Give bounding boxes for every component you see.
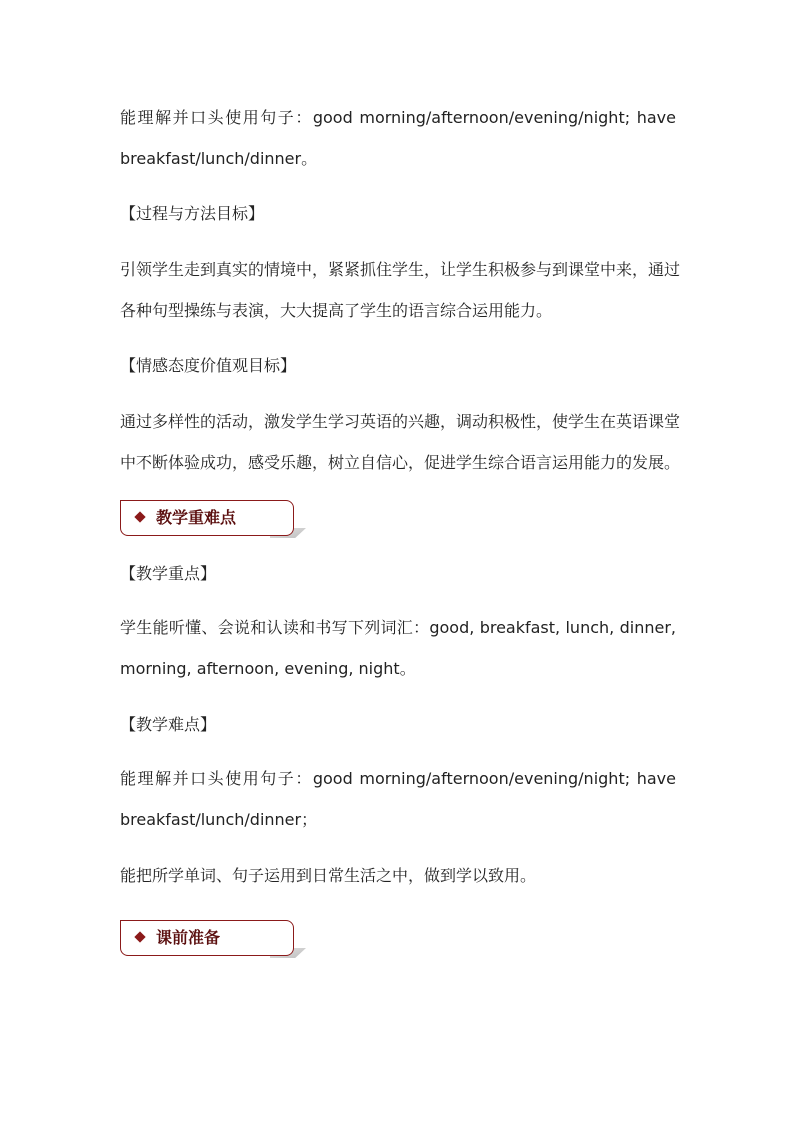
section-title: 课前准备 xyxy=(156,928,221,947)
paragraph-line: breakfast/lunch/dinner； xyxy=(120,810,318,829)
paragraph-line: 能理解并口头使用句子：good morning/afternoon/evening/night; have xyxy=(120,108,676,127)
paragraph-key-vocabulary xyxy=(120,607,676,689)
heading-teaching-key-points: 【教学重点】 xyxy=(120,564,217,583)
heading-emotion-values-goals: 【情感态度价值观目标】 xyxy=(120,356,297,375)
paragraph-line: 各种句型操练与表演，大大提高了学生的语言综合运用能力。 xyxy=(120,301,553,320)
heading-teaching-difficulties: 【教学难点】 xyxy=(120,715,217,734)
paragraph-line: 引领学生走到真实的情境中，紧紧抓住学生，让学生积极参与到课堂中来，通过 xyxy=(120,260,681,279)
paragraph-difficult-sentences xyxy=(120,758,676,840)
section-header-class-preparation xyxy=(120,920,310,960)
section-header-key-difficult-points xyxy=(120,500,310,540)
paragraph-emotion-values xyxy=(120,401,681,483)
paragraph-line: 学生能听懂、会说和认读和书写下列词汇：good, breakfast, lunch, dinner, xyxy=(120,618,676,637)
paragraph-line: breakfast/lunch/dinner。 xyxy=(120,149,318,168)
paragraph-line: 中不断体验成功，感受乐趣，树立自信心，促进学生综合语言运用能力的发展。 xyxy=(120,453,681,472)
paragraph-line: 通过多样性的活动，激发学生学习英语的兴趣，调动积极性，使学生在英语课堂 xyxy=(120,412,681,431)
paragraph-line: morning, afternoon, evening, night。 xyxy=(120,659,416,678)
paragraph-target-sentences xyxy=(120,97,676,179)
paragraph-line: 能理解并口头使用句子：good morning/afternoon/evening/night; have xyxy=(120,769,676,788)
section-title: 教学重难点 xyxy=(156,508,237,527)
paragraph-line: 能把所学单词、句子运用到日常生活之中，做到学以致用。 xyxy=(120,866,537,885)
paragraph-apply-daily-life xyxy=(120,855,676,896)
paragraph-process-method xyxy=(120,249,681,331)
heading-process-method-goals: 【过程与方法目标】 xyxy=(120,204,265,223)
